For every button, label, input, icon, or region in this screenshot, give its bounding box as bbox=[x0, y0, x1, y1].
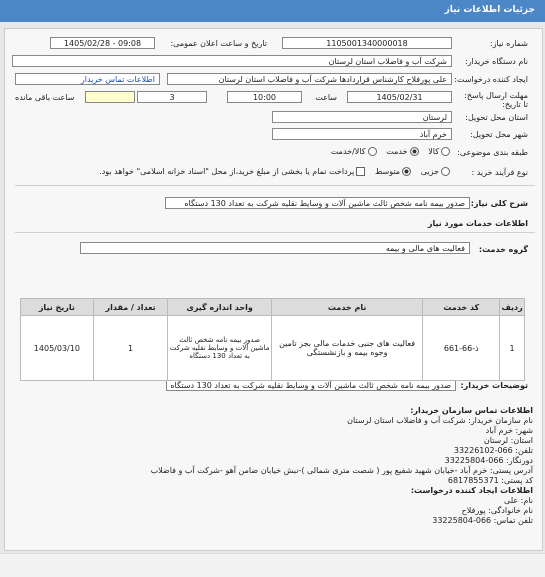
buyer-name-label: نام دستگاه خریدار: bbox=[465, 57, 528, 66]
radio-service-label: خدمت bbox=[386, 147, 408, 156]
contact-title: اطلاعات تماس سازمان خریدار: bbox=[410, 406, 533, 415]
col-service-name: نام خدمت bbox=[271, 299, 423, 316]
days-field: 3 bbox=[137, 91, 207, 103]
buyer-contact-link[interactable]: اطلاعات تماس خریدار bbox=[80, 75, 155, 84]
description-field: صدور بیمه نامه شخص ثالث ماشین آلات و وسایط نقلیه شرکت به تعداد 130 دستگاه bbox=[165, 197, 470, 209]
cell-date: 1405/03/10 bbox=[21, 316, 94, 381]
col-index: ردیف bbox=[500, 299, 525, 316]
col-date: تاریخ نیاز bbox=[21, 299, 94, 316]
category-label: طبقه بندی موضوعی: bbox=[457, 148, 528, 157]
province-label: استان محل تحویل: bbox=[465, 113, 528, 122]
city-label: شهر محل تحویل: bbox=[470, 130, 528, 139]
description-label: شرح کلی نیاز: bbox=[470, 199, 528, 208]
creator-last-name: نام خانوادگی: پورفلاح bbox=[461, 506, 533, 515]
buyer-notes-label: توضیحات خریدار: bbox=[460, 381, 528, 390]
col-code: کد خدمت bbox=[423, 299, 500, 316]
radio-medium-label: متوسط bbox=[374, 167, 401, 176]
treasury-note: پرداخت تمام یا بخشی از مبلغ خرید،از محل "اسناد خزانه اسلامی" خواهد بود. bbox=[99, 167, 355, 176]
cell-unit: صدور بیمه نامه شخص ثالث ماشین آلات و وسایط نقلیه شرکت به تعداد 130 دستگاه bbox=[168, 316, 271, 381]
radio-goods[interactable] bbox=[441, 147, 450, 156]
buyer-notes-field: صدور بیمه نامه شخص ثالث ماشین آلات و وسایط نقلیه شرکت به تعداد 130 دستگاه bbox=[166, 379, 456, 391]
col-unit: واحد اندازه گیری bbox=[168, 299, 271, 316]
divider bbox=[15, 185, 535, 186]
creator-label: ایجاد کننده درخواست: bbox=[454, 75, 528, 84]
radio-partial-label: جزیی bbox=[420, 167, 439, 176]
contact-phone: تلفن: 066-33226102 bbox=[453, 446, 533, 455]
page-header bbox=[0, 0, 545, 22]
page-footer bbox=[0, 553, 545, 577]
radio-medium[interactable] bbox=[402, 167, 411, 176]
treasury-checkbox[interactable] bbox=[356, 167, 365, 176]
deadline-date-field: 1405/02/31 bbox=[347, 91, 452, 103]
buyer-name-field: شرکت آب و فاضلاب استان لرستان bbox=[12, 55, 452, 67]
announce-field: 1405/02/28 - 09:08 bbox=[50, 37, 155, 49]
creator-first-name: نام: علی bbox=[504, 496, 533, 505]
table-row bbox=[21, 316, 525, 381]
service-group-label: گروه خدمت: bbox=[478, 245, 528, 254]
radio-goods-service[interactable] bbox=[368, 147, 377, 156]
announce-label: تاریخ و ساعت اعلان عمومی: bbox=[170, 39, 267, 48]
radio-goods-service-label: کالا/خدمت bbox=[330, 147, 366, 156]
radio-partial[interactable] bbox=[441, 167, 450, 176]
deadline-time-label: ساعت bbox=[315, 93, 337, 102]
services-title: اطلاعات خدمات مورد نیاز bbox=[427, 219, 528, 228]
cell-code: ذ-66-661 bbox=[423, 316, 500, 381]
category-radio-group bbox=[331, 147, 452, 156]
radio-goods-label: کالا bbox=[428, 147, 439, 156]
creator-phone: تلفن تماس: 066-33225804 bbox=[432, 516, 533, 525]
deadline-time-field: 10:00 bbox=[227, 91, 302, 103]
purchase-type-label: نوع فرآیند خرید : bbox=[471, 168, 528, 177]
contact-city: شهر: خرم آباد bbox=[485, 426, 533, 435]
purchase-type-group bbox=[99, 167, 452, 176]
creator-info-title: اطلاعات ایجاد کننده درخواست: bbox=[410, 486, 533, 495]
need-number-label: شماره نیاز: bbox=[490, 39, 528, 48]
radio-service[interactable] bbox=[410, 147, 419, 156]
services-table bbox=[20, 298, 525, 381]
contact-link-box[interactable] bbox=[15, 73, 160, 85]
cell-index: 1 bbox=[500, 316, 525, 381]
divider bbox=[15, 232, 535, 233]
need-number-field: 1105001340000018 bbox=[282, 37, 452, 49]
contact-province: استان: لرستان bbox=[483, 436, 533, 445]
contact-address: آدرس پستی: خرم آباد -خیابان شهید شفیع پور ( شصت متری شمالی )-نبش خیابان ضامن آهو -شرکت آب و فاضلاب bbox=[150, 466, 533, 475]
col-qty: تعداد / مقدار bbox=[93, 299, 168, 316]
contact-org: نام سازمان خریدار: شرکت آب و فاضلاب استان لرستان bbox=[347, 416, 533, 425]
cell-qty: 1 bbox=[93, 316, 168, 381]
deadline-label: مهلت ارسال پاسخ: تا تاریخ: bbox=[464, 91, 528, 109]
creator-field: علی پورفلاح کارشناس قراردادها شرکت آب و فاضلاب استان لرستان bbox=[167, 73, 452, 85]
page-title: جزئیات اطلاعات نیاز bbox=[444, 5, 535, 15]
city-field: خرم آباد bbox=[272, 128, 452, 140]
table-header-row bbox=[21, 299, 525, 316]
remaining-label: ساعت باقی مانده bbox=[15, 93, 75, 102]
service-group-field: فعالیت های مالی و بیمه bbox=[80, 242, 470, 254]
remaining-time-field bbox=[85, 91, 135, 103]
cell-service-name: فعالیت های جنبی خدمات مالی بجز تامین وجوه بیمه و بازنشستگی bbox=[271, 316, 423, 381]
contact-fax: دورنگار: 066-33225804 bbox=[444, 456, 533, 465]
contact-postal: کد پستی: 6817855371 bbox=[447, 476, 533, 485]
province-field: لرستان bbox=[272, 111, 452, 123]
